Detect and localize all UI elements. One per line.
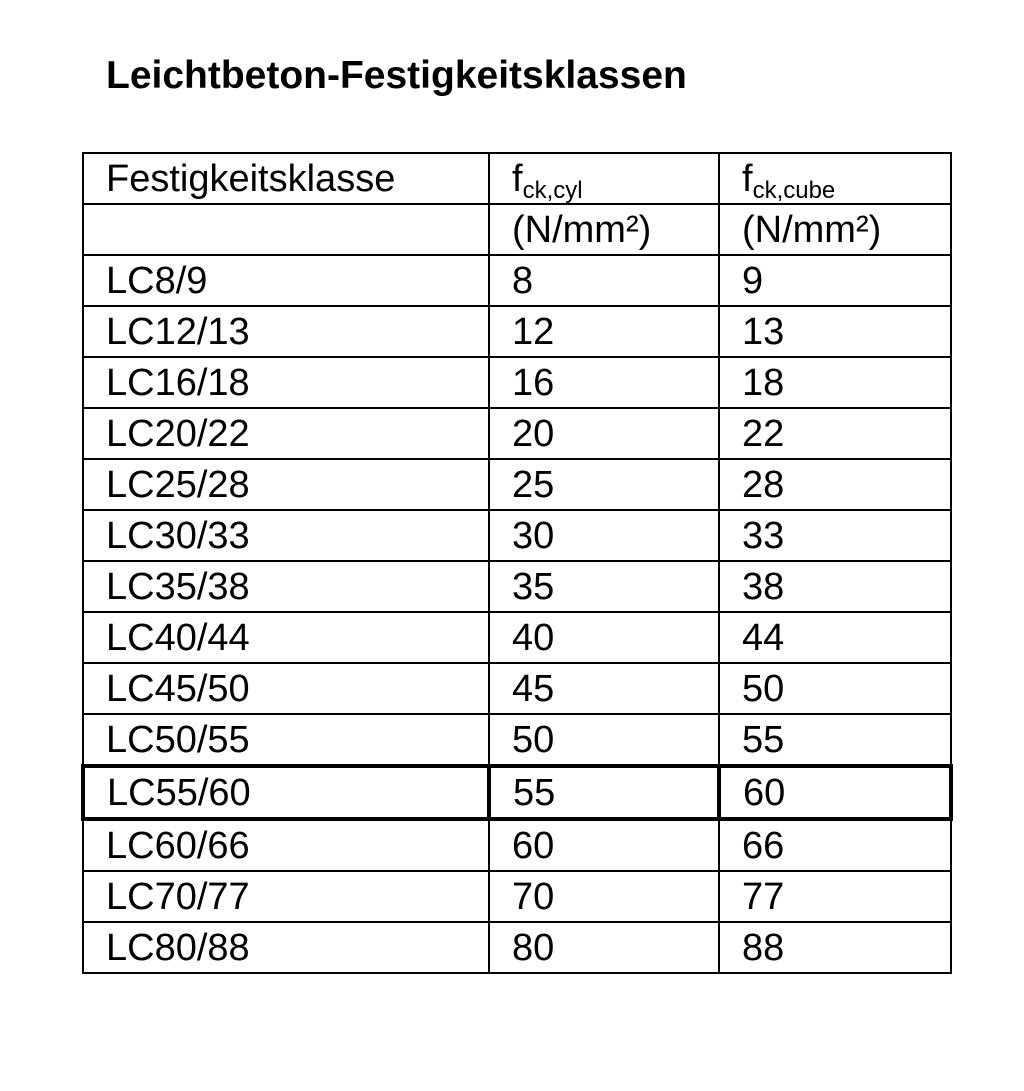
unit-cell-fck-cyl: (N/mm²) — [489, 204, 719, 255]
header-fck-cube-symbol: f — [742, 157, 753, 200]
cell-class: LC35/38 — [83, 561, 489, 612]
cell-class: LC8/9 — [83, 255, 489, 306]
table-row — [83, 255, 951, 306]
cell-fck-cyl: 50 — [489, 714, 719, 766]
cell-fck-cyl: 8 — [489, 255, 719, 306]
cell-class: LC30/33 — [83, 510, 489, 561]
table-row-highlighted — [83, 766, 951, 819]
cell-fck-cube: 44 — [719, 612, 951, 663]
strength-class-table — [81, 152, 953, 974]
table-row — [83, 612, 951, 663]
header-fck-cyl-subscript: ck,cyl — [522, 176, 583, 204]
cell-fck-cyl: 20 — [489, 408, 719, 459]
cell-fck-cyl: 40 — [489, 612, 719, 663]
cell-fck-cube: 66 — [719, 819, 951, 871]
header-row — [83, 153, 951, 204]
cell-fck-cyl: 45 — [489, 663, 719, 714]
table-row — [83, 459, 951, 510]
table-row — [83, 357, 951, 408]
unit-cell-empty — [83, 204, 489, 255]
cell-fck-cyl: 30 — [489, 510, 719, 561]
cell-fck-cube: 9 — [719, 255, 951, 306]
cell-class: LC12/13 — [83, 306, 489, 357]
cell-class: LC50/55 — [83, 714, 489, 766]
cell-fck-cyl: 16 — [489, 357, 719, 408]
cell-class: LC40/44 — [83, 612, 489, 663]
cell-fck-cube: 18 — [719, 357, 951, 408]
header-cell-class: Festigkeitsklasse — [83, 153, 489, 204]
unit-cell-fck-cube: (N/mm²) — [719, 204, 951, 255]
cell-fck-cyl: 25 — [489, 459, 719, 510]
table-row — [83, 408, 951, 459]
header-fck-cyl-symbol: f — [512, 157, 523, 200]
header-fck-cube-subscript: ck,cube — [752, 176, 836, 204]
cell-fck-cyl: 80 — [489, 922, 719, 973]
cell-fck-cyl: 70 — [489, 871, 719, 922]
cell-class: LC80/88 — [83, 922, 489, 973]
cell-fck-cyl: 60 — [489, 819, 719, 871]
cell-class: LC20/22 — [83, 408, 489, 459]
cell-fck-cube: 77 — [719, 871, 951, 922]
cell-fck-cyl: 35 — [489, 561, 719, 612]
table-row — [83, 922, 951, 973]
cell-fck-cube: 50 — [719, 663, 951, 714]
table-row — [83, 510, 951, 561]
table-row — [83, 871, 951, 922]
cell-fck-cube: 55 — [719, 714, 951, 766]
table-row — [83, 306, 951, 357]
cell-fck-cube: 22 — [719, 408, 951, 459]
cell-fck-cyl: 55 — [489, 766, 719, 819]
table-row — [83, 561, 951, 612]
table-row — [83, 663, 951, 714]
cell-fck-cube: 13 — [719, 306, 951, 357]
cell-class: LC16/18 — [83, 357, 489, 408]
cell-fck-cube: 60 — [719, 766, 951, 819]
table-row — [83, 714, 951, 766]
cell-class: LC55/60 — [83, 766, 489, 819]
page-title: Leichtbeton-Festigkeitsklassen — [106, 54, 687, 97]
header-cell-fck-cyl — [489, 153, 719, 204]
cell-class: LC25/28 — [83, 459, 489, 510]
cell-fck-cube: 33 — [719, 510, 951, 561]
cell-fck-cyl: 12 — [489, 306, 719, 357]
unit-row — [83, 204, 951, 255]
cell-fck-cube: 88 — [719, 922, 951, 973]
cell-class: LC45/50 — [83, 663, 489, 714]
table-row — [83, 819, 951, 871]
cell-fck-cube: 38 — [719, 561, 951, 612]
cell-fck-cube: 28 — [719, 459, 951, 510]
header-cell-fck-cube — [719, 153, 951, 204]
cell-class: LC60/66 — [83, 819, 489, 871]
cell-class: LC70/77 — [83, 871, 489, 922]
